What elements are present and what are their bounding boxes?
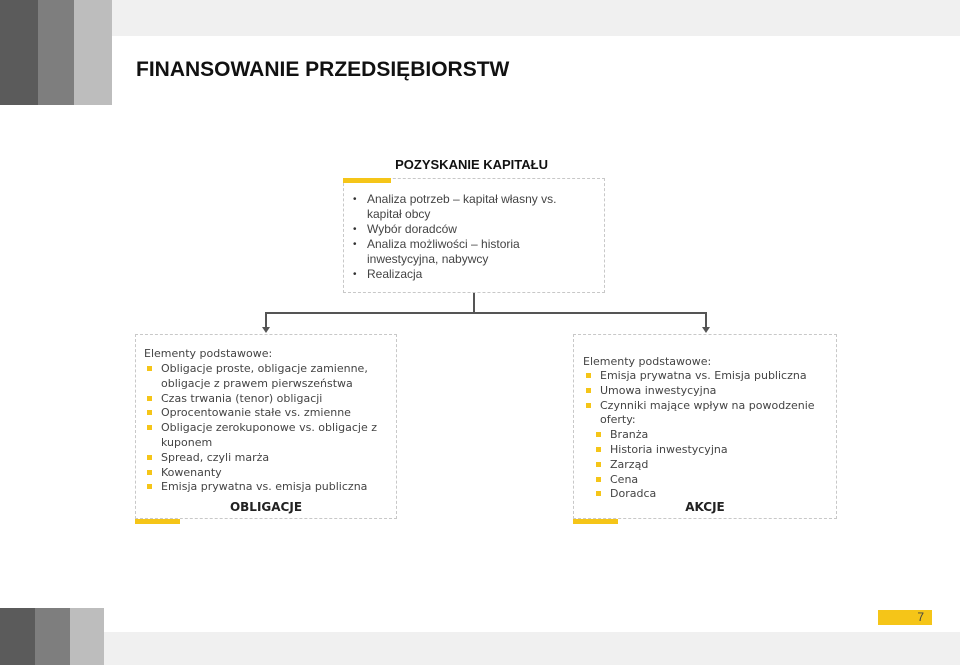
- akcje-heading: Elementy podstawowe:: [583, 355, 712, 368]
- list-item: Obligacje proste, obligacje zamienne, obligacje z prawem pierwszeństwa: [144, 362, 394, 392]
- header-stripe-dark: [0, 0, 38, 105]
- list-item: Kowenanty: [144, 466, 394, 481]
- connector-left-drop: [265, 312, 267, 327]
- footer-stripe-light: [70, 608, 104, 665]
- pozyskanie-accent-tab: [343, 178, 391, 183]
- akcje-accent-tab: [573, 519, 618, 524]
- sublist-container: [583, 428, 833, 502]
- arrow-down-icon: [262, 327, 270, 333]
- obligacje-list: [144, 362, 394, 495]
- connector-vertical-main: [473, 293, 475, 313]
- list-item: Czynniki mające wpływ na powodzenie oferty:: [583, 399, 833, 429]
- list-item: • Analiza możliwości – historia inwestycyjna, nabywcy: [350, 237, 590, 267]
- pozyskanie-list: [350, 192, 590, 282]
- akcje-label: AKCJE: [685, 500, 725, 514]
- akcje-list: [583, 369, 833, 502]
- obligacje-accent-tab: [135, 519, 180, 524]
- list-item: • Analiza potrzeb – kapitał własny vs. kapitał obcy: [350, 192, 590, 222]
- list-item: • Realizacja: [350, 267, 590, 282]
- list-item: Zarząd: [593, 458, 833, 473]
- page-number: 7: [878, 610, 932, 625]
- list-item: Umowa inwestycyjna: [583, 384, 833, 399]
- connector-right-drop: [705, 312, 707, 327]
- header-stripe-mid: [38, 0, 74, 105]
- list-item: Branża: [593, 428, 833, 443]
- footer-band: [0, 632, 960, 665]
- footer-stripe-dark: [0, 608, 35, 665]
- list-item: Emisja prywatna vs. Emisja publiczna: [583, 369, 833, 384]
- obligacje-heading: Elementy podstawowe:: [144, 347, 273, 360]
- list-item: Oprocentowanie stałe vs. zmienne: [144, 406, 394, 421]
- page-title: FINANSOWANIE PRZEDSIĘBIORSTW: [136, 58, 510, 81]
- list-item: Spread, czyli marża: [144, 451, 394, 466]
- header-stripe-light: [74, 0, 112, 105]
- list-item: Obligacje zerokuponowe vs. obligacje z kuponem: [144, 421, 394, 451]
- list-item: • Wybór doradców: [350, 222, 590, 237]
- list-item: Doradca: [593, 487, 833, 502]
- footer-stripe-mid: [35, 608, 70, 665]
- list-item: Cena: [593, 473, 833, 488]
- akcje-sublist: [583, 428, 833, 502]
- list-item: Czas trwania (tenor) obligacji: [144, 392, 394, 407]
- header-band: [0, 0, 960, 36]
- arrow-down-icon: [702, 327, 710, 333]
- pozyskanie-title: POZYSKANIE KAPITAŁU: [395, 157, 548, 172]
- list-item: Emisja prywatna vs. emisja publiczna: [144, 480, 394, 495]
- obligacje-label: OBLIGACJE: [229, 500, 303, 514]
- connector-horizontal: [265, 312, 707, 314]
- list-item: Historia inwestycyjna: [593, 443, 833, 458]
